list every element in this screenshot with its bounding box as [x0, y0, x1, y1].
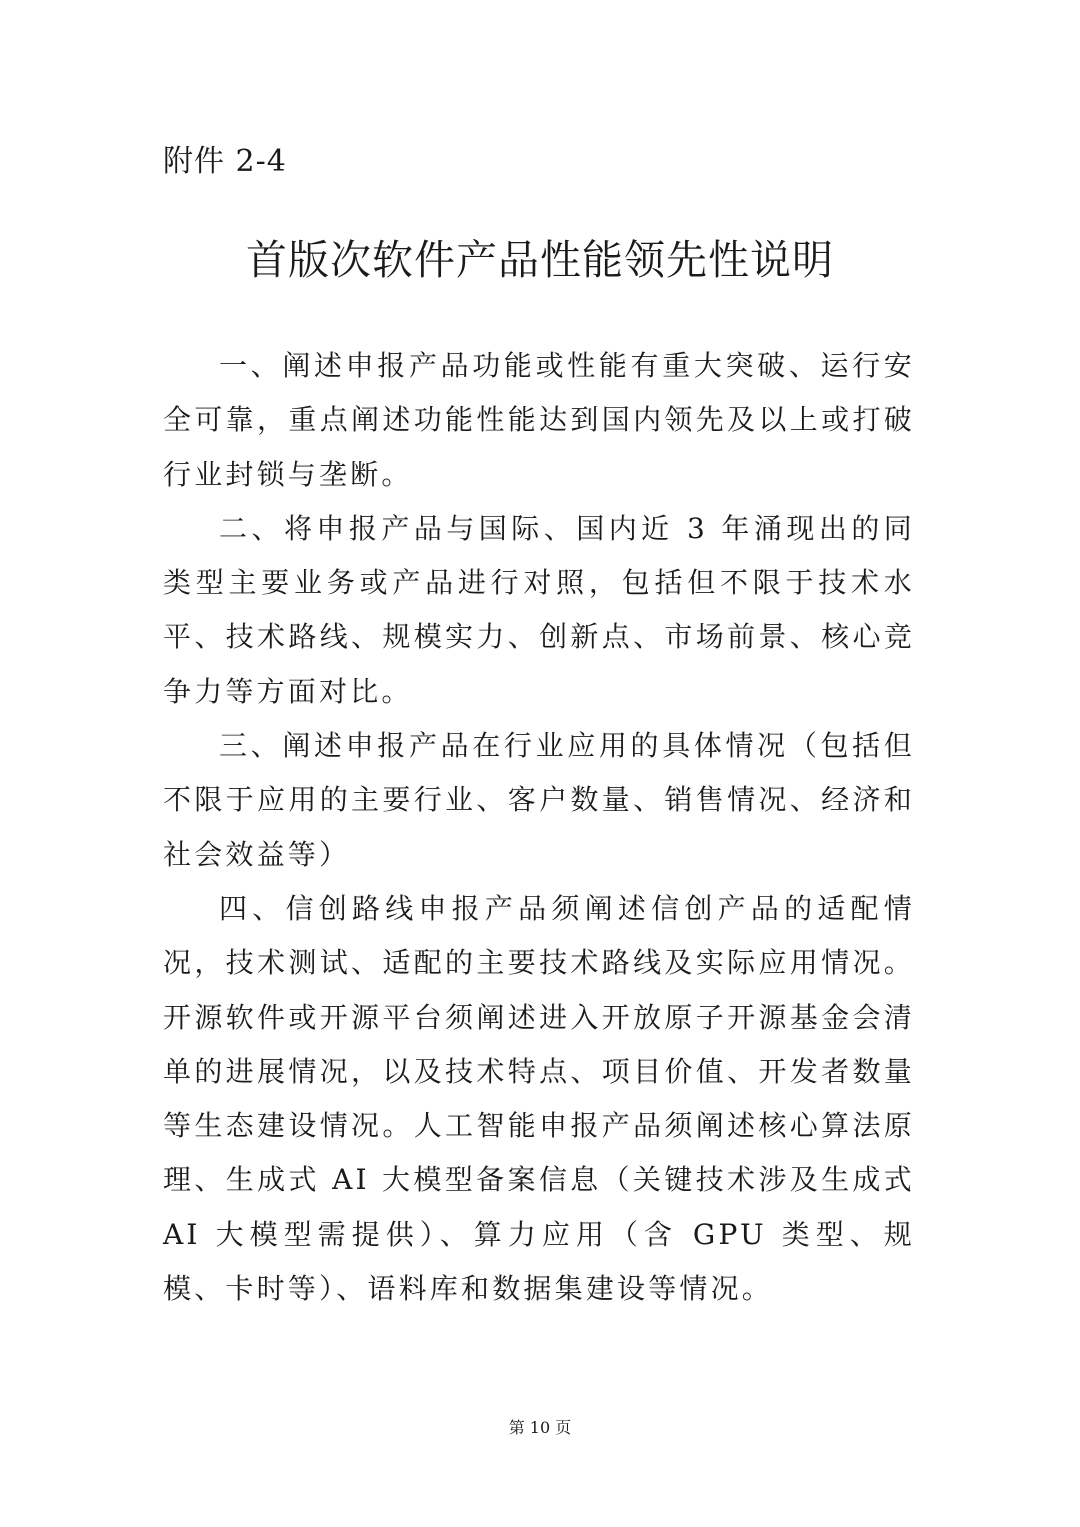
paragraph-3: 三、阐述申报产品在行业应用的具体情况（包括但不限于应用的主要行业、客户数量、销售情况、经济和社会效益等） [163, 729, 915, 871]
page-number: 第 10 页 [508, 1418, 572, 1437]
attachment-label: 附件 2-4 [163, 144, 287, 179]
document-title: 首版次软件产品性能领先性说明 [246, 236, 834, 284]
document-body [163, 339, 915, 1316]
paragraph-1: 一、阐述申报产品功能或性能有重大突破、运行安全可靠，重点阐述功能性能达到国内领先及以上或打破行业封锁与垄断。 [163, 349, 915, 491]
paragraph-4: 四、信创路线申报产品须阐述信创产品的适配情况，技术测试、适配的主要技术路线及实际应用情况。开源软件或开源平台须阐述进入开放原子开源基金会清单的进展情况，以及技术特点、项目价值、开发者数量等生态建设情况。人工智能申报产品须阐述核心算法原理、生成式 AI 大模型备案信息（关键技术涉及生成式 AI 大模型需提供）、算力应用（含 GPU 类型、规模、卡时等）、语料库和数据集建设等情况。 [163, 891, 915, 1306]
paragraph-2: 二、将申报产品与国际、国内近 3 年涌现出的同类型主要业务或产品进行对照，包括但不限于技术水平、技术路线、规模实力、创新点、市场前景、核心竞争力等方面对比。 [163, 511, 915, 708]
